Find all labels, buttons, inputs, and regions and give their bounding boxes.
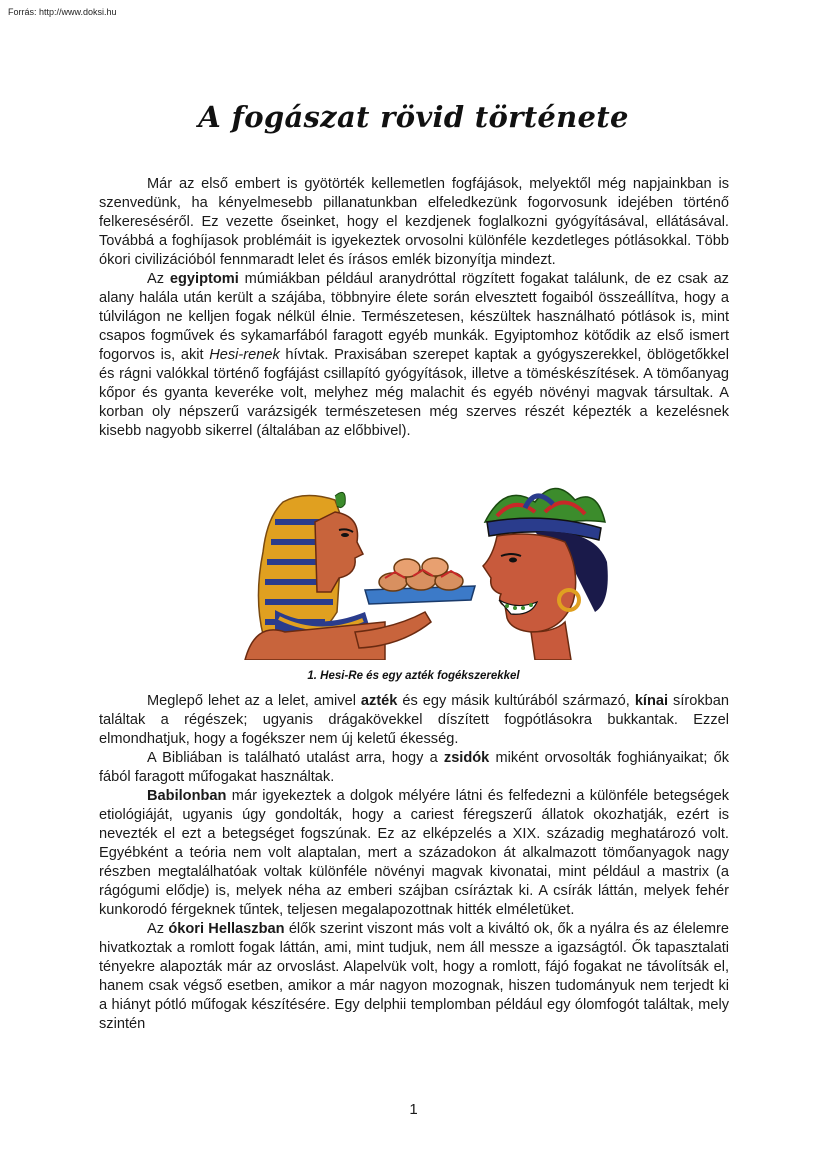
text-run: Az: [147, 271, 170, 287]
text-run: múmiákban például aranydróttal rögzített fogakat találunk, de ez csak az alany halála után került a szájába, többnyire élete során elvesztett fogaiból összeállítva, hogy a túlvilágon ne kelljen fogak nélkül élnie. Természetesen, készültek használható pótlások is, mint csapos fogművek és sykamarfából faragott egyéb munkák. Egyiptomhoz kötődik az első ismert fogorvos is, akit: [99, 271, 729, 363]
egyptian-figure: [245, 492, 475, 660]
bold-term-babilonban: Babilonban: [147, 788, 227, 804]
bold-term-kínai: kínai: [634, 693, 669, 709]
source-note: Forrás: http://www.doksi.hu: [8, 7, 117, 17]
paragraph-egypt: [99, 270, 729, 441]
text-run: A Bibliában is található utalást arra, hogy a: [147, 750, 444, 766]
bold-term-egyiptomi: egyiptomi: [169, 271, 239, 287]
bold-term-ókori-hellaszban: ókori Hellaszban: [168, 921, 285, 937]
aztec-figure: [483, 488, 608, 660]
page-number: 1: [409, 1101, 418, 1118]
illustration: [235, 482, 615, 660]
paragraph-aztec: [99, 692, 729, 749]
italic-term-hesi-renek: Hesi-renek: [209, 347, 280, 363]
bold-term-azték: azték: [360, 693, 398, 709]
text-block-top: [99, 175, 729, 441]
text-run: már igyekeztek a dolgok mélyére látni és felfedezni a különféle betegségek etiológiáját, ugyanis úgy gondolták, hogy a cariest féregszerű állatok okozhatják, ezért is nevezték el ezt a betegséget fogszúnak. Ez az elképzelés a XIX. századig meghatározó volt. Egyébként a teória nem volt alaptalan, mert a századokon át alkalmazott tömőanyagok nagy részben megtalálhatóak voltak különféle növényi magvak kivonatai, mint például a mastrix (a rágógumi elődje) is, melyek néha az emberi szájban csíráztak ki. A csírák láttán, melyek fehér kunkorodó férgeknek tűntek, teljesen megalapozottnak hitték elméletüket.: [99, 788, 729, 918]
paragraph-hellas: [99, 920, 729, 1034]
text-run: Meglepő lehet az a lelet, amivel: [147, 693, 361, 709]
text-run: Az: [147, 921, 169, 937]
text-run: hívtak. Praxisában szerepet kaptak a gyógyszerekkel, öblögetőkkel és rágni valókkal történő fogfájást csillapító gyógyítások, illetve a töméskészítések. A tömőanyag kőpor és gyanta keveréke volt, melyhez még malachit és egyéb növényi magvak társultak. A korban oly népszerű varázsigék természetesen még szerves részét képezték a kezelésnek kisebb nagyobb sikerrel (általában az előbbivel).: [99, 347, 729, 439]
text-run: sírokban találtak a régészek; ugyanis drágakövekkel díszített fogpótlásokra bukkantak. Ezzel elmondhatjuk, hogy a fogékszer nem új keletű ékesség.: [99, 693, 730, 747]
figure-caption: 1. Hesi-Re és egy azték fogékszerekkel: [307, 670, 520, 682]
text-run: és egy másik kultúrából származó,: [397, 693, 635, 709]
paragraph-babylon: [99, 787, 729, 920]
page-title: A fogászat rövid története: [198, 100, 629, 134]
text-run: miként orvosolták foghiányaikat; ők fából faragott műfogakat használtak.: [99, 750, 729, 785]
bold-term-zsidók: zsidók: [443, 750, 490, 766]
text-block-bottom: [99, 692, 729, 1034]
text-run: élők szerint viszont más volt a kiváltó ok, ők a nyálra és az élelemre hivatkoztak a romlott fogak láttán, ami, mint tudjuk, nem áll messze a igazságtól. Ők tapasztalati tényekre alapozták már az orvoslást. Alapelvük volt, hogy a romlott, fájó fogakat ne távolítsák el, hanem csak végső esetben, amikor a már nagyon mozognak, hiszen tudományuk nem terjedt ki a hiányt pótló műfogak készítésére. Egy delphii templomban például egy ólomfogót találtak, mely szintén: [99, 921, 729, 1032]
illustration-svg: [235, 482, 615, 660]
paragraph-bible: [99, 749, 729, 787]
paragraph-intro: Már az első embert is gyötörték kellemetlen fogfájások, melyektől még napjainkban is szenvedünk, ha kényelmesebb pillanatunkban elfeledkezünk fogorvosunk idejében történő felkereséséről. Ez vezette őseinket, hogy el kezdjenek foglalkozni gyógyításával, ellátásával. Továbbá a foghíjasok problémáit is igyekeztek orvosolni különféle kezdetleges pótlásokkal. Több ókori civilizációból fennmaradt lelet és írásos emlék bizonyítja mindezt.: [99, 176, 729, 268]
